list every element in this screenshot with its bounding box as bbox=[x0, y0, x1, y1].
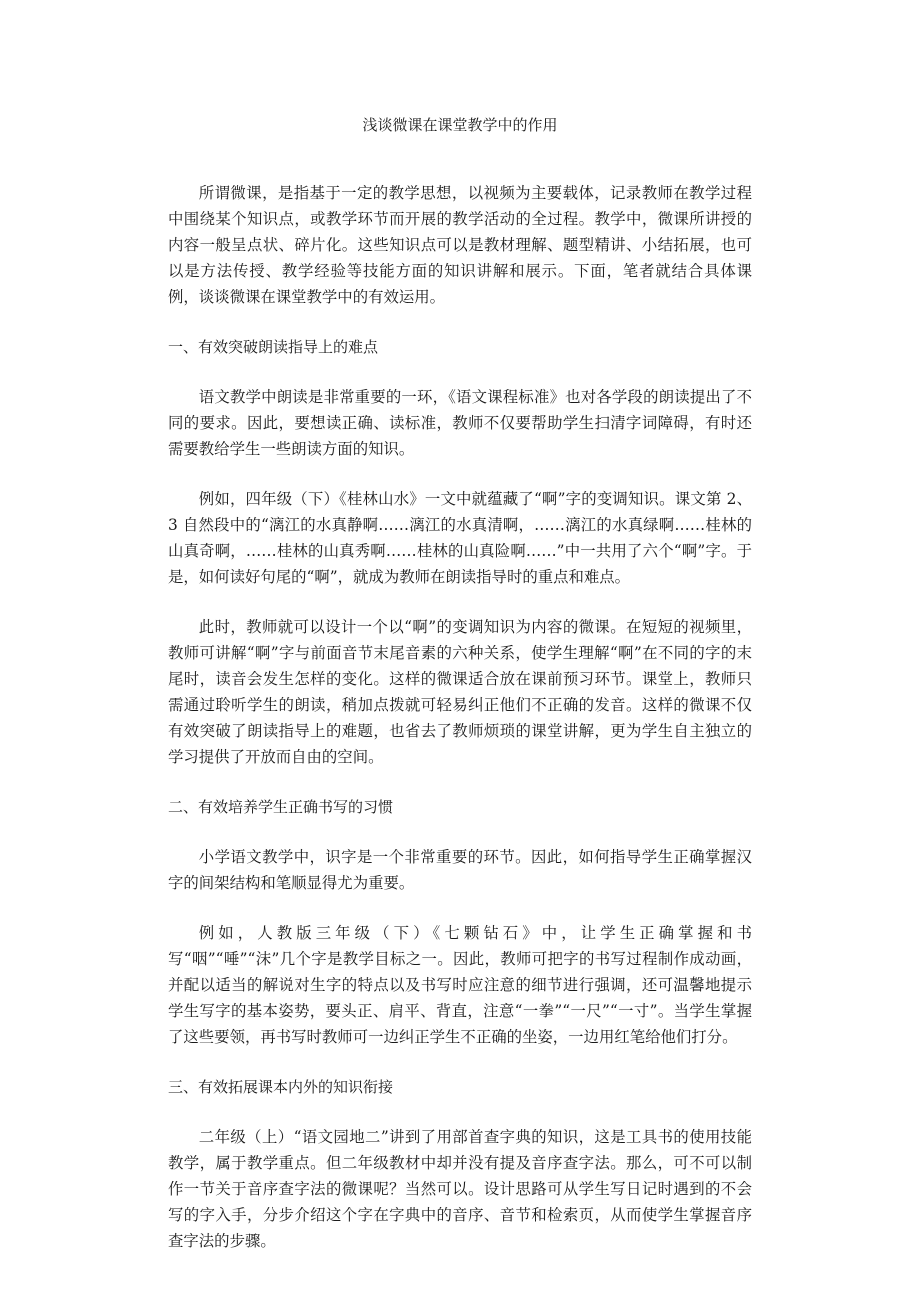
body-paragraph: 小学语文教学中，识字是一个非常重要的环节。因此，如何指导学生正确掌握汉字的间架结构和笔顺显得尤为重要。 bbox=[168, 848, 752, 892]
section-heading: 二、有效培养学生正确书写的习惯 bbox=[168, 798, 394, 816]
body-paragraph: 二年级（上）“语文园地二”讲到了用部首查字典的知识，这是工具书的使用技能教学，属于教学重点。但二年级教材中却并没有提及音序查字法。那么，可不可以制作一节关于音序查字法的微课呢？当然可以。设计思路可从学生写日记时遇到的不会写的字入手，分步介绍这个字在字典中的音序、音节和检索页，从而使学生掌握音序查字法的步骤。 bbox=[168, 1128, 752, 1250]
body-paragraph: 此时，教师就可以设计一个以“啊”的变调知识为内容的微课。在短短的视频里，教师可讲解“啊”字与前面音节末尾音素的六种关系，使学生理解“啊”在不同的字的末尾时，读音会发生怎样的变化。这样的微课适合放在课前预习环节。课堂上，教师只需通过聆听学生的朗读，稍加点拨就可轻易纠正他们不正确的发音。这样的微课不仅有效突破了朗读指导上的难题，也省去了教师烦琐的课堂讲解，更为学生自主独立的学习提供了开放而自由的空间。 bbox=[168, 618, 752, 766]
section-heading: 一、有效突破朗读指导上的难点 bbox=[168, 338, 379, 356]
document-body bbox=[168, 180, 752, 1278]
document-title: 浅谈微课在课堂教学中的作用 bbox=[362, 116, 558, 134]
body-paragraph: 例如，人教版三年级（下）《七颗钻石》中，让学生正确掌握和书写“咽”“唾”“沫”几个字是教学目标之一。因此，教师可把字的书写过程制作成动画，并配以适当的解说对生字的特点以及书写时应注意的细节进行强调，还可温馨地提示学生写字的基本姿势，要头正、肩平、背直，注意“一拳”“一尺”“一寸”。当学生掌握了这些要领，再书写时教师可一边纠正学生不正确的坐姿，一边用红笔给他们打分。 bbox=[168, 924, 752, 1046]
body-paragraph: 所谓微课，是指基于一定的教学思想，以视频为主要载体，记录教师在教学过程中围绕某个知识点，或教学环节而开展的教学活动的全过程。教学中，微课所讲授的内容一般呈点状、碎片化。这些知识点可以是教材理解、题型精讲、小结拓展，也可以是方法传授、教学经验等技能方面的知识讲解和展示。下面，笔者就结合具体课例，谈谈微课在课堂教学中的有效运用。 bbox=[168, 184, 752, 306]
body-paragraph: 例如，四年级（下）《桂林山水》一文中就蕴藏了“啊”字的变调知识。课文第 2、3 自然段中的“漓江的水真静啊……漓江的水真清啊，……漓江的水真绿啊……桂林的山真奇啊，……桂林的山真秀啊……桂林的山真险啊……”中一共用了六个“啊”字。于是，如何读好句尾的“啊”，就成为教师在朗读指导时的重点和难点。 bbox=[168, 490, 752, 586]
section-heading: 三、有效拓展课本内外的知识衔接 bbox=[168, 1078, 394, 1096]
body-paragraph: 语文教学中朗读是非常重要的一环，《语文课程标准》也对各学段的朗读提出了不同的要求。因此，要想读正确、读标准，教师不仅要帮助学生扫清字词障碍，有时还需要教给学生一些朗读方面的知识。 bbox=[168, 388, 752, 458]
